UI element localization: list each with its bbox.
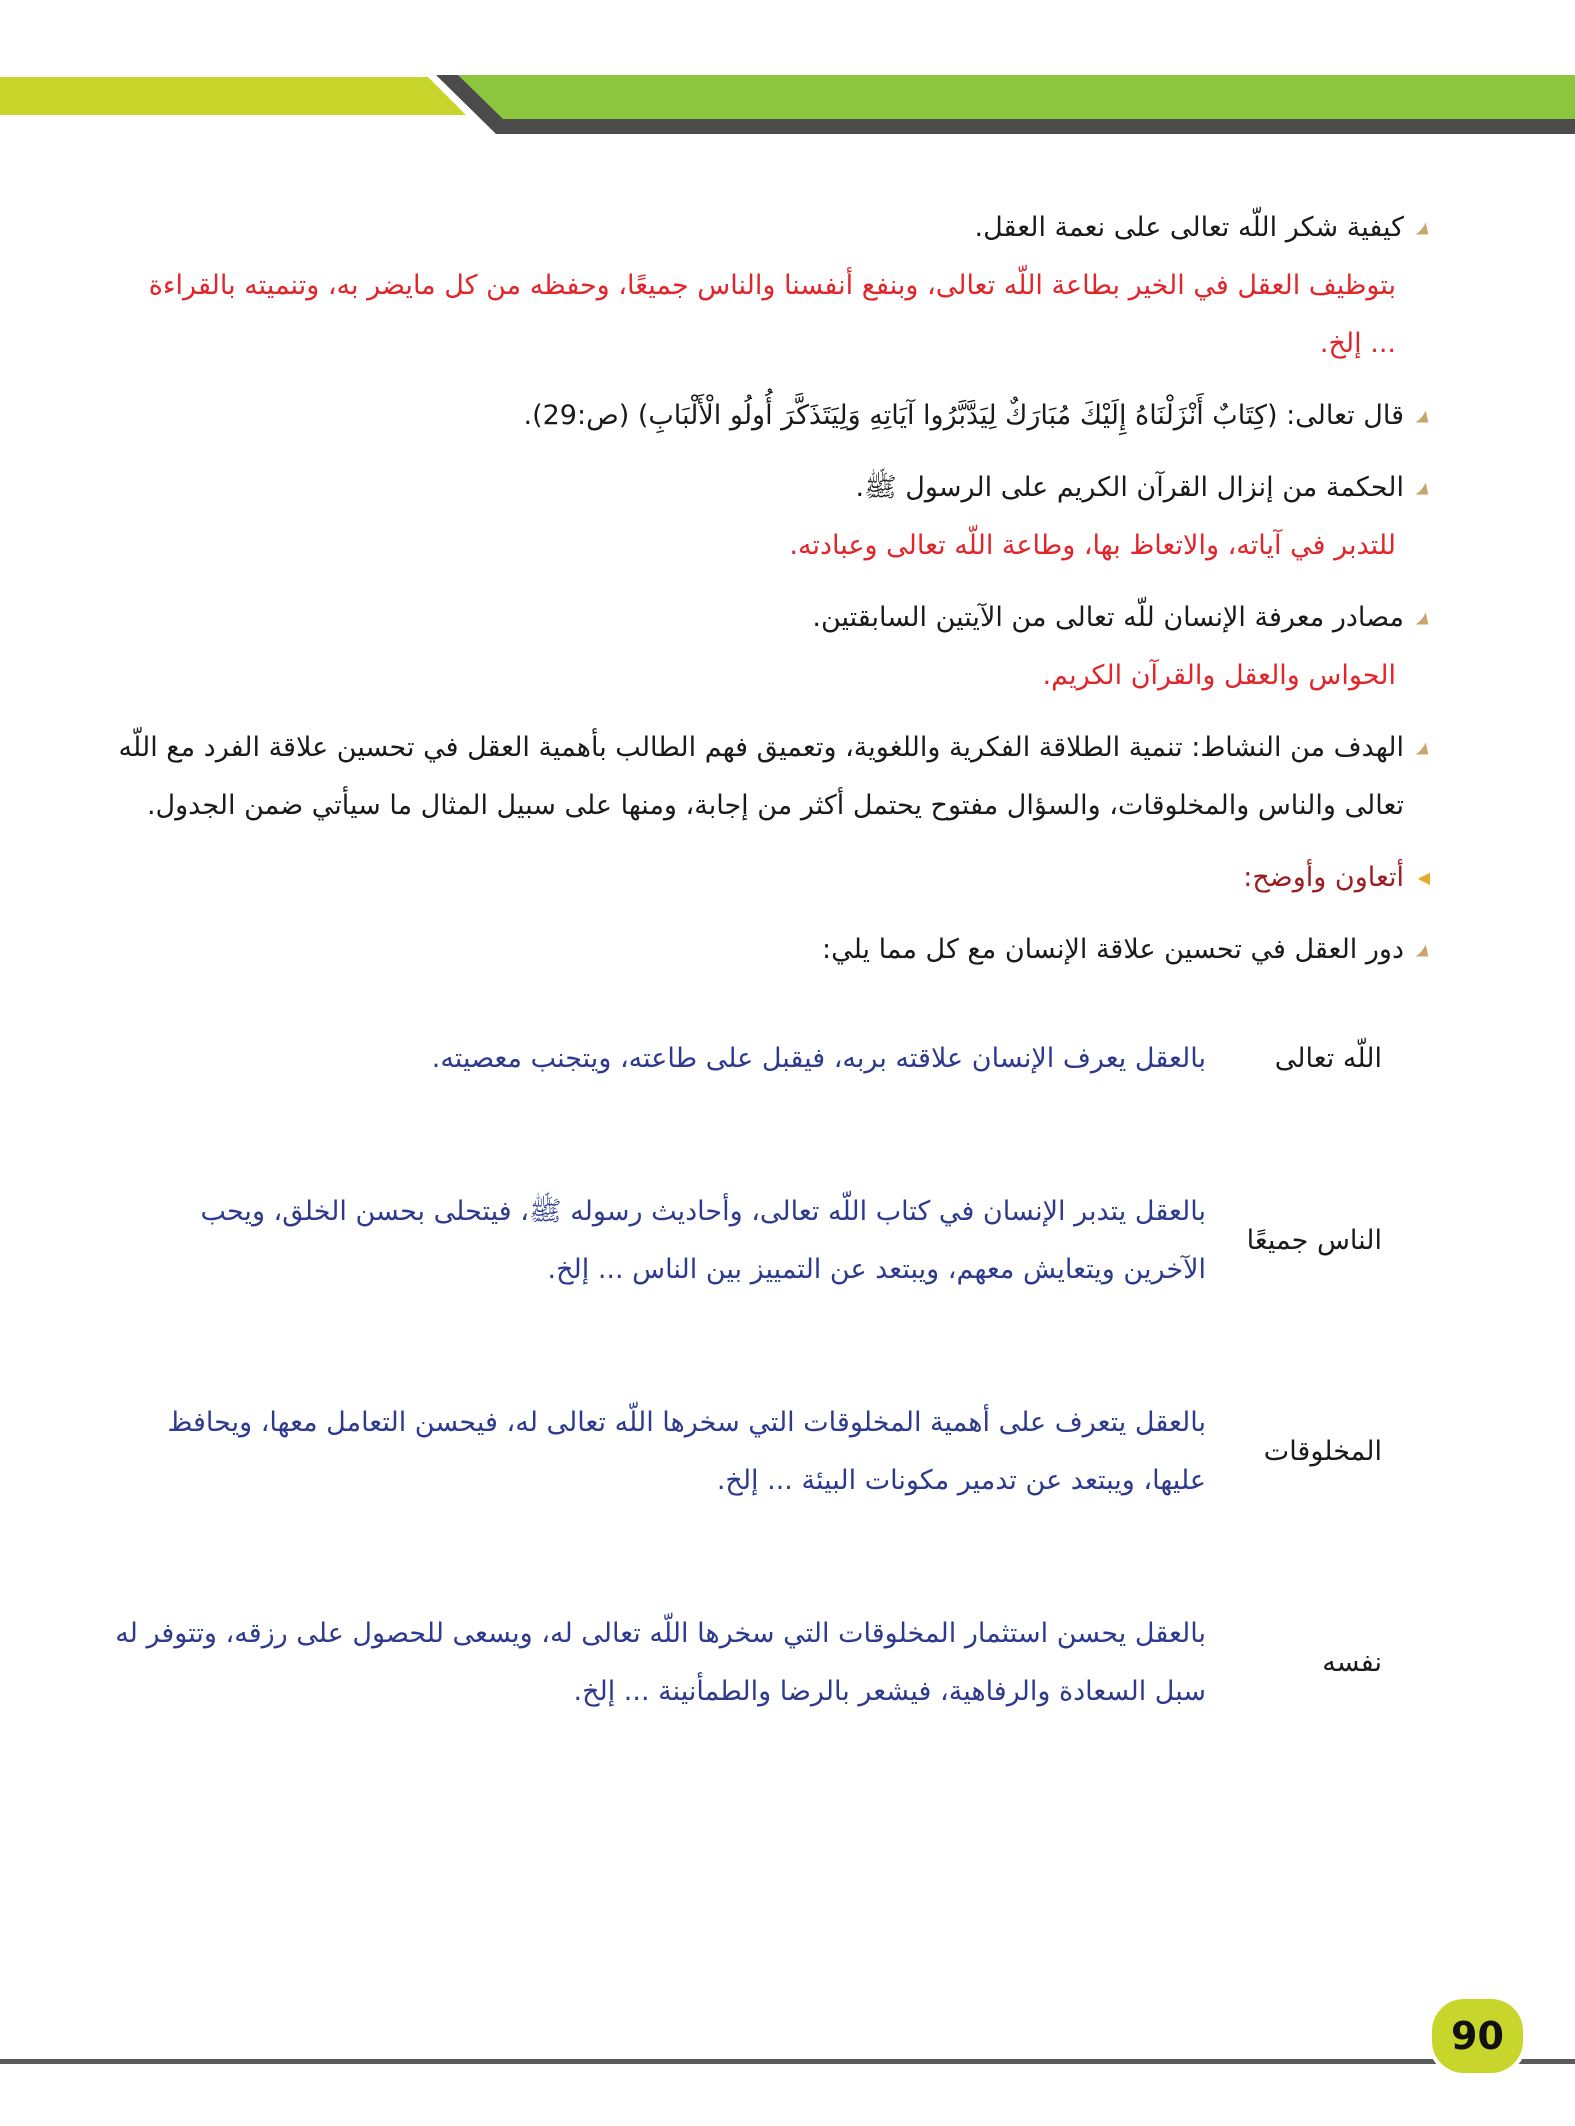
question-text: كيفية شكر اللّه تعالى على نعمة العقل. [974,212,1404,243]
table-row [115,1605,1382,1721]
answer-text: الحواس والعقل والقرآن الكريم. [1042,660,1396,691]
question-item [115,589,1430,705]
triangle-marker-icon: ◀ [1417,868,1430,887]
table-row [115,1394,1382,1510]
question-item [115,199,1430,373]
row-answer: بالعقل يعرف الإنسان علاقته بربه، فيقبل على طاعته، ويتجنب معصيته. [431,1043,1206,1074]
answer-text: بتوظيف العقل في الخير بطاعة اللّه تعالى، وبنفع أنفسنا والناس جميعًا، وحفظه من كل مايضر به، وتنميته بالقراءة ... إلخ. [148,270,1396,359]
bullet-icon [1404,199,1430,257]
question-prompt [115,199,1430,257]
activity-goal-item [115,719,1430,835]
question-prompt [115,459,1430,517]
header-lime-bar [0,77,466,115]
section-prompt-text: دور العقل في تحسين علاقة الإنسان مع كل مما يلي: [822,934,1404,965]
page-content [115,199,1430,1721]
row-label: المخلوقات [1263,1436,1382,1467]
question-text: مصادر معرفة الإنسان للّه تعالى من الآيتين السابقتين. [812,602,1404,633]
row-label: الناس جميعًا [1246,1225,1382,1256]
verse-prompt [115,387,1430,445]
row-answer: بالعقل يتدبر الإنسان في كتاب اللّه تعالى، وأحاديث رسوله ﷺ، فيتحلى بحسن الخلق، ويحب الآخرين ويتعايش معهم، ويبتعد عن التمييز بين الناس ... إلخ. [200,1196,1206,1285]
row-answer: بالعقل يتعرف على أهمية المخلوقات التي سخرها اللّه تعالى له، فيحسن التعامل معها، ويحافظ عليها، ويبتعد عن تدمير مكونات البيئة ... إلخ. [167,1407,1206,1496]
verse-item [115,387,1430,445]
question-text: الحكمة من إنزال القرآن الكريم على الرسول ﷺ. [855,472,1404,503]
activity-goal [115,719,1430,835]
bullet-icon [1404,921,1430,979]
section-heading-text: أتعاون وأوضح: [1243,862,1404,893]
table-row [115,1030,1382,1088]
relationship-table [115,1030,1382,1721]
answer-text: للتدبر في آياته، والاتعاظ بها، وطاعة اللّه تعالى وعبادته. [789,530,1396,561]
section-prompt-item [115,921,1430,979]
section-heading [115,849,1430,907]
bullet-icon [1404,589,1430,647]
table-row [115,1183,1382,1299]
question-prompt [115,589,1430,647]
question-item [115,459,1430,575]
row-label: اللّه تعالى [1274,1043,1382,1074]
section-prompt [115,921,1430,979]
bullet-icon [1404,459,1430,517]
bullet-icon [1404,719,1430,777]
activity-goal-text: الهدف من النشاط: تنمية الطلاقة الفكرية واللغوية، وتعميق فهم الطالب بأهمية العقل في تحسين علاقة الفرد مع اللّه تعالى والناس والمخلوقات، والسؤال مفتوح يحتمل أكثر من إجابة، ومنها على سبيل المثال ما سيأتي ضمن الجدول. [118,732,1404,821]
row-answer: بالعقل يحسن استثمار المخلوقات التي سخرها اللّه تعالى له، ويسعى للحصول على رزقه، وتتوفر له سبل السعادة والرفاهية، فيشعر بالرضا والطمأنينة ... إلخ. [115,1618,1206,1707]
row-label: نفسه [1322,1647,1382,1678]
verse-text: قال تعالى: (كِتَابٌ أَنْزَلْنَاهُ إِلَيْكَ مُبَارَكٌ لِيَدَّبَّرُوا آيَاتِهِ وَلِيَتَذَكَّرَ أُولُو الْأَلْبَابِ) (ص:29). [523,400,1404,431]
header-banner [0,0,1575,140]
footer-divider [0,2059,1575,2064]
bullet-icon [1404,387,1430,445]
page-number: 90 [1432,1999,1523,2073]
header-green-bar [458,75,1575,119]
